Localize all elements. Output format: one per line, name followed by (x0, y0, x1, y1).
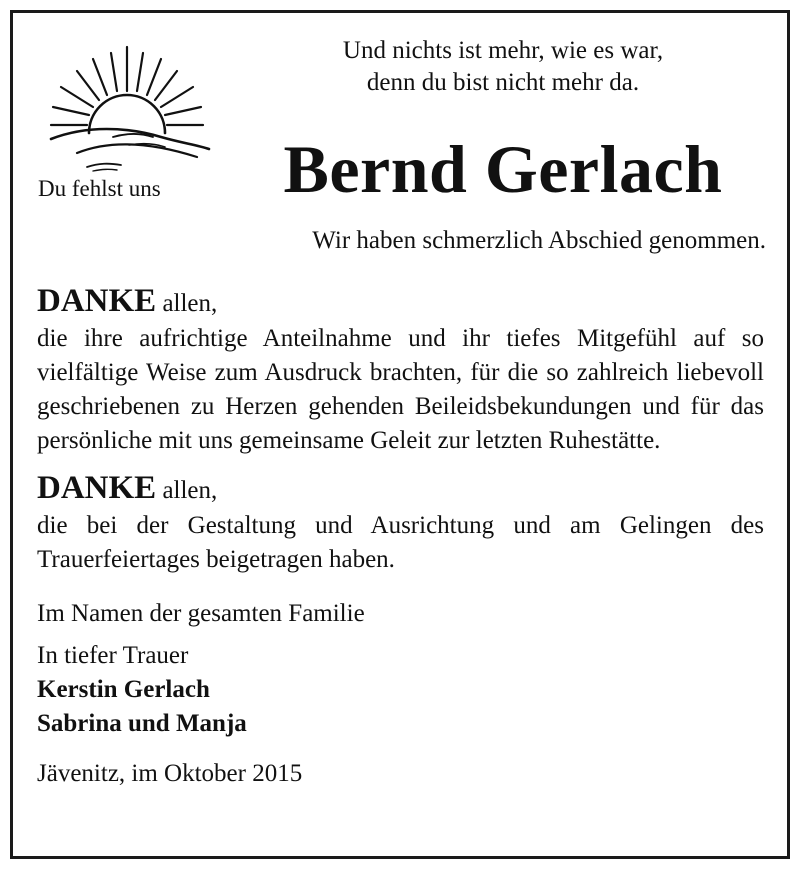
family-line: Im Namen der gesamten Familie (37, 600, 365, 627)
notice-body (37, 283, 764, 791)
thanks-addressee: allen, (156, 477, 218, 504)
thanks-addressee: allen, (156, 290, 218, 317)
setting-sun-icon (37, 33, 217, 173)
farewell-line: Wir haben schmerzlich Abschied genommen. (312, 227, 766, 254)
mourners-block (37, 639, 764, 741)
thanks-text: die bei der Gestaltung und Ausrichtung und am Gelingen des Trauerfeiertages beigetragen haben. (37, 512, 764, 573)
verse-line: Und nichts ist mehr, wie es war, (342, 37, 664, 64)
verse (283, 35, 723, 99)
obituary-notice (10, 10, 790, 859)
thanks-heading (37, 470, 764, 509)
mourner-name: Kerstin Gerlach (37, 676, 210, 703)
thanks-word: DANKE (37, 283, 157, 319)
thanks-word: DANKE (37, 470, 157, 506)
thanks-text: die ihre aufrichtige Anteilnahme und ihr tiefes Mitgefühl auf so vielfältige Weise zum Ausdruck brachten, für die so zahlreich liebevoll geschriebenen zu Herzen gehenden Beileidsbekundungen und für das persönliche mit uns gemeinsame Geleit zur letzten Ruhestätte. (37, 325, 764, 454)
thanks-block (37, 470, 764, 577)
mourner-name: Sabrina und Manja (37, 710, 247, 737)
deceased-name: Bernd Gerlach (283, 131, 723, 207)
verse-line: denn du bist nicht mehr da. (366, 69, 640, 96)
emblem-caption: Du fehlst uns (38, 176, 161, 201)
mourning-intro: In tiefer Trauer (37, 642, 189, 669)
thanks-block (37, 283, 764, 458)
thanks-heading (37, 283, 764, 322)
place-date: Jävenitz, im Oktober 2015 (37, 760, 303, 787)
